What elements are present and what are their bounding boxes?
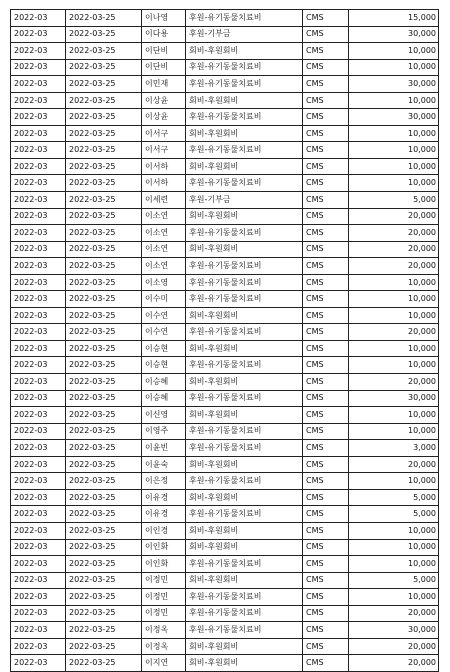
name-cell: 이상윤: [142, 92, 186, 109]
name-cell: 이소연: [142, 241, 186, 258]
month-cell: 2022-03: [11, 92, 66, 109]
table-row: [11, 208, 439, 225]
amount-cell: 10,000: [349, 59, 439, 76]
table-row: [11, 489, 439, 506]
category-cell: 회비-후원회비: [186, 489, 303, 506]
payment-method-cell: CMS: [303, 192, 349, 209]
date-cell: 2022-03-25: [66, 572, 142, 589]
amount-cell: 30,000: [349, 76, 439, 93]
month-cell: 2022-03: [11, 241, 66, 258]
payment-method-cell: CMS: [303, 125, 349, 142]
amount-cell: 20,000: [349, 225, 439, 242]
month-cell: 2022-03: [11, 489, 66, 506]
category-cell: 회비-후원회비: [186, 125, 303, 142]
amount-cell: 20,000: [349, 605, 439, 622]
payment-method-cell: CMS: [303, 506, 349, 523]
table-row: [11, 125, 439, 142]
amount-cell: 10,000: [349, 473, 439, 490]
category-cell: 후원-유기동물치료비: [186, 324, 303, 341]
month-cell: 2022-03: [11, 274, 66, 291]
payment-method-cell: CMS: [303, 522, 349, 539]
category-cell: 후원-유기동물치료비: [186, 76, 303, 93]
amount-cell: 10,000: [349, 175, 439, 192]
category-cell: 후원-유기동물치료비: [186, 556, 303, 573]
category-cell: 회비-후원회비: [186, 43, 303, 60]
table-row: [11, 26, 439, 43]
category-cell: 후원-유기동물치료비: [186, 258, 303, 275]
payment-method-cell: CMS: [303, 407, 349, 424]
table-row: [11, 192, 439, 209]
table-row: [11, 440, 439, 457]
name-cell: 이윤빈: [142, 440, 186, 457]
table-row: [11, 43, 439, 60]
date-cell: 2022-03-25: [66, 556, 142, 573]
table-row: [11, 291, 439, 308]
name-cell: 이세련: [142, 192, 186, 209]
date-cell: 2022-03-25: [66, 10, 142, 27]
table-row: [11, 556, 439, 573]
month-cell: 2022-03: [11, 407, 66, 424]
payment-method-cell: CMS: [303, 175, 349, 192]
payment-method-cell: CMS: [303, 539, 349, 556]
name-cell: 이인화: [142, 539, 186, 556]
payment-method-cell: CMS: [303, 374, 349, 391]
name-cell: 이정옥: [142, 622, 186, 639]
amount-cell: 5,000: [349, 192, 439, 209]
payment-method-cell: CMS: [303, 572, 349, 589]
month-cell: 2022-03: [11, 225, 66, 242]
name-cell: 이승현: [142, 340, 186, 357]
amount-cell: 20,000: [349, 655, 439, 672]
name-cell: 이소연: [142, 258, 186, 275]
month-cell: 2022-03: [11, 10, 66, 27]
category-cell: 회비-후원회비: [186, 208, 303, 225]
category-cell: 후원-유기동물치료비: [186, 622, 303, 639]
name-cell: 이다용: [142, 26, 186, 43]
table-row: [11, 225, 439, 242]
amount-cell: 20,000: [349, 374, 439, 391]
month-cell: 2022-03: [11, 605, 66, 622]
month-cell: 2022-03: [11, 440, 66, 457]
date-cell: 2022-03-25: [66, 225, 142, 242]
amount-cell: 5,000: [349, 489, 439, 506]
month-cell: 2022-03: [11, 208, 66, 225]
date-cell: 2022-03-25: [66, 456, 142, 473]
month-cell: 2022-03: [11, 589, 66, 606]
name-cell: 이수미: [142, 291, 186, 308]
table-row: [11, 506, 439, 523]
category-cell: 후원-유기동물치료비: [186, 109, 303, 126]
amount-cell: 10,000: [349, 307, 439, 324]
date-cell: 2022-03-25: [66, 26, 142, 43]
month-cell: 2022-03: [11, 374, 66, 391]
payment-method-cell: CMS: [303, 324, 349, 341]
month-cell: 2022-03: [11, 423, 66, 440]
amount-cell: 20,000: [349, 208, 439, 225]
date-cell: 2022-03-25: [66, 539, 142, 556]
payment-method-cell: CMS: [303, 357, 349, 374]
category-cell: 후원-유기동물치료비: [186, 473, 303, 490]
date-cell: 2022-03-25: [66, 192, 142, 209]
table-row: [11, 175, 439, 192]
amount-cell: 10,000: [349, 274, 439, 291]
name-cell: 이소연: [142, 208, 186, 225]
name-cell: 이인화: [142, 556, 186, 573]
payment-method-cell: CMS: [303, 92, 349, 109]
name-cell: 이신영: [142, 407, 186, 424]
category-cell: 후원-기부금: [186, 192, 303, 209]
category-cell: 회비-후원회비: [186, 374, 303, 391]
name-cell: 이소영: [142, 274, 186, 291]
table-row: [11, 473, 439, 490]
amount-cell: 20,000: [349, 241, 439, 258]
table-row: [11, 109, 439, 126]
category-cell: 후원-유기동물치료비: [186, 423, 303, 440]
amount-cell: 10,000: [349, 125, 439, 142]
table-row: [11, 142, 439, 159]
name-cell: 이인경: [142, 522, 186, 539]
category-cell: 회비-후원회비: [186, 241, 303, 258]
payment-method-cell: CMS: [303, 241, 349, 258]
category-cell: 후원-유기동물치료비: [186, 274, 303, 291]
date-cell: 2022-03-25: [66, 589, 142, 606]
month-cell: 2022-03: [11, 142, 66, 159]
name-cell: 이유경: [142, 489, 186, 506]
amount-cell: 20,000: [349, 456, 439, 473]
table-row: [11, 655, 439, 672]
payment-method-cell: CMS: [303, 589, 349, 606]
payment-method-cell: CMS: [303, 440, 349, 457]
payment-method-cell: CMS: [303, 291, 349, 308]
ledger-body: [11, 10, 439, 672]
amount-cell: 10,000: [349, 423, 439, 440]
table-row: [11, 258, 439, 275]
name-cell: 이정옥: [142, 638, 186, 655]
name-cell: 이유경: [142, 506, 186, 523]
name-cell: 이승혜: [142, 374, 186, 391]
date-cell: 2022-03-25: [66, 655, 142, 672]
name-cell: 이승현: [142, 357, 186, 374]
month-cell: 2022-03: [11, 43, 66, 60]
name-cell: 이상윤: [142, 109, 186, 126]
name-cell: 이지연: [142, 655, 186, 672]
date-cell: 2022-03-25: [66, 506, 142, 523]
category-cell: 회비-후원회비: [186, 539, 303, 556]
date-cell: 2022-03-25: [66, 43, 142, 60]
table-row: [11, 605, 439, 622]
month-cell: 2022-03: [11, 638, 66, 655]
payment-method-cell: CMS: [303, 489, 349, 506]
name-cell: 이서구: [142, 142, 186, 159]
table-row: [11, 539, 439, 556]
name-cell: 이은정: [142, 473, 186, 490]
name-cell: 이정민: [142, 605, 186, 622]
name-cell: 이수연: [142, 324, 186, 341]
table-row: [11, 374, 439, 391]
name-cell: 이윤숙: [142, 456, 186, 473]
payment-method-cell: CMS: [303, 638, 349, 655]
category-cell: 후원-유기동물치료비: [186, 390, 303, 407]
amount-cell: 5,000: [349, 572, 439, 589]
category-cell: 후원-유기동물치료비: [186, 357, 303, 374]
category-cell: 회비-후원회비: [186, 158, 303, 175]
date-cell: 2022-03-25: [66, 76, 142, 93]
payment-method-cell: CMS: [303, 258, 349, 275]
payment-method-cell: CMS: [303, 59, 349, 76]
amount-cell: 20,000: [349, 324, 439, 341]
payment-method-cell: CMS: [303, 340, 349, 357]
amount-cell: 10,000: [349, 43, 439, 60]
month-cell: 2022-03: [11, 158, 66, 175]
amount-cell: 10,000: [349, 589, 439, 606]
name-cell: 이정민: [142, 572, 186, 589]
date-cell: 2022-03-25: [66, 357, 142, 374]
name-cell: 이나영: [142, 10, 186, 27]
month-cell: 2022-03: [11, 258, 66, 275]
date-cell: 2022-03-25: [66, 59, 142, 76]
category-cell: 회비-후원회비: [186, 638, 303, 655]
payment-method-cell: CMS: [303, 456, 349, 473]
table-row: [11, 622, 439, 639]
amount-cell: 5,000: [349, 506, 439, 523]
month-cell: 2022-03: [11, 340, 66, 357]
name-cell: 이영주: [142, 423, 186, 440]
category-cell: 후원-유기동물치료비: [186, 589, 303, 606]
amount-cell: 30,000: [349, 390, 439, 407]
payment-method-cell: CMS: [303, 142, 349, 159]
date-cell: 2022-03-25: [66, 274, 142, 291]
amount-cell: 10,000: [349, 158, 439, 175]
amount-cell: 20,000: [349, 638, 439, 655]
month-cell: 2022-03: [11, 390, 66, 407]
payment-method-cell: CMS: [303, 43, 349, 60]
name-cell: 이단비: [142, 43, 186, 60]
month-cell: 2022-03: [11, 307, 66, 324]
month-cell: 2022-03: [11, 572, 66, 589]
category-cell: 후원-유기동물치료비: [186, 225, 303, 242]
date-cell: 2022-03-25: [66, 158, 142, 175]
date-cell: 2022-03-25: [66, 142, 142, 159]
category-cell: 후원-유기동물치료비: [186, 440, 303, 457]
name-cell: 이승혜: [142, 390, 186, 407]
date-cell: 2022-03-25: [66, 175, 142, 192]
date-cell: 2022-03-25: [66, 324, 142, 341]
date-cell: 2022-03-25: [66, 125, 142, 142]
date-cell: 2022-03-25: [66, 440, 142, 457]
date-cell: 2022-03-25: [66, 522, 142, 539]
ledger-table: [10, 9, 439, 672]
amount-cell: 10,000: [349, 556, 439, 573]
amount-cell: 10,000: [349, 522, 439, 539]
date-cell: 2022-03-25: [66, 622, 142, 639]
table-row: [11, 241, 439, 258]
table-row: [11, 307, 439, 324]
table-row: [11, 357, 439, 374]
month-cell: 2022-03: [11, 324, 66, 341]
payment-method-cell: CMS: [303, 622, 349, 639]
table-row: [11, 274, 439, 291]
name-cell: 이소연: [142, 225, 186, 242]
payment-method-cell: CMS: [303, 158, 349, 175]
category-cell: 후원-유기동물치료비: [186, 605, 303, 622]
date-cell: 2022-03-25: [66, 291, 142, 308]
month-cell: 2022-03: [11, 192, 66, 209]
date-cell: 2022-03-25: [66, 407, 142, 424]
date-cell: 2022-03-25: [66, 489, 142, 506]
table-row: [11, 522, 439, 539]
month-cell: 2022-03: [11, 522, 66, 539]
category-cell: 후원-유기동물치료비: [186, 291, 303, 308]
amount-cell: 10,000: [349, 291, 439, 308]
table-row: [11, 59, 439, 76]
month-cell: 2022-03: [11, 291, 66, 308]
category-cell: 회비-후원회비: [186, 572, 303, 589]
payment-method-cell: CMS: [303, 274, 349, 291]
month-cell: 2022-03: [11, 357, 66, 374]
date-cell: 2022-03-25: [66, 340, 142, 357]
amount-cell: 3,000: [349, 440, 439, 457]
month-cell: 2022-03: [11, 175, 66, 192]
name-cell: 이수연: [142, 307, 186, 324]
table-row: [11, 638, 439, 655]
amount-cell: 30,000: [349, 622, 439, 639]
month-cell: 2022-03: [11, 622, 66, 639]
table-row: [11, 407, 439, 424]
month-cell: 2022-03: [11, 26, 66, 43]
date-cell: 2022-03-25: [66, 307, 142, 324]
date-cell: 2022-03-25: [66, 638, 142, 655]
date-cell: 2022-03-25: [66, 241, 142, 258]
table-row: [11, 158, 439, 175]
table-row: [11, 423, 439, 440]
table-row: [11, 10, 439, 27]
amount-cell: 10,000: [349, 357, 439, 374]
category-cell: 후원-유기동물치료비: [186, 175, 303, 192]
category-cell: 후원-유기동물치료비: [186, 10, 303, 27]
payment-method-cell: CMS: [303, 10, 349, 27]
payment-method-cell: CMS: [303, 556, 349, 573]
table-row: [11, 572, 439, 589]
payment-method-cell: CMS: [303, 307, 349, 324]
amount-cell: 30,000: [349, 26, 439, 43]
name-cell: 이민재: [142, 76, 186, 93]
table-row: [11, 390, 439, 407]
category-cell: 회비-후원회비: [186, 307, 303, 324]
category-cell: 후원-유기동물치료비: [186, 59, 303, 76]
date-cell: 2022-03-25: [66, 109, 142, 126]
payment-method-cell: CMS: [303, 76, 349, 93]
table-row: [11, 589, 439, 606]
payment-method-cell: CMS: [303, 655, 349, 672]
name-cell: 이서하: [142, 158, 186, 175]
date-cell: 2022-03-25: [66, 390, 142, 407]
month-cell: 2022-03: [11, 556, 66, 573]
payment-method-cell: CMS: [303, 225, 349, 242]
amount-cell: 10,000: [349, 340, 439, 357]
month-cell: 2022-03: [11, 655, 66, 672]
table-row: [11, 456, 439, 473]
date-cell: 2022-03-25: [66, 258, 142, 275]
date-cell: 2022-03-25: [66, 92, 142, 109]
payment-method-cell: CMS: [303, 109, 349, 126]
category-cell: 회비-후원회비: [186, 92, 303, 109]
name-cell: 이단비: [142, 59, 186, 76]
amount-cell: 10,000: [349, 539, 439, 556]
month-cell: 2022-03: [11, 456, 66, 473]
month-cell: 2022-03: [11, 109, 66, 126]
payment-method-cell: CMS: [303, 390, 349, 407]
category-cell: 회비-후원회비: [186, 407, 303, 424]
date-cell: 2022-03-25: [66, 605, 142, 622]
table-row: [11, 76, 439, 93]
month-cell: 2022-03: [11, 125, 66, 142]
month-cell: 2022-03: [11, 473, 66, 490]
table-row: [11, 92, 439, 109]
category-cell: 후원-유기동물치료비: [186, 506, 303, 523]
date-cell: 2022-03-25: [66, 208, 142, 225]
category-cell: 후원-유기동물치료비: [186, 142, 303, 159]
category-cell: 회비-후원회비: [186, 340, 303, 357]
month-cell: 2022-03: [11, 539, 66, 556]
table-row: [11, 324, 439, 341]
amount-cell: 10,000: [349, 92, 439, 109]
category-cell: 회비-후원회비: [186, 522, 303, 539]
amount-cell: 30,000: [349, 109, 439, 126]
date-cell: 2022-03-25: [66, 473, 142, 490]
payment-method-cell: CMS: [303, 473, 349, 490]
name-cell: 이서구: [142, 125, 186, 142]
category-cell: 회비-후원회비: [186, 456, 303, 473]
amount-cell: 10,000: [349, 407, 439, 424]
month-cell: 2022-03: [11, 76, 66, 93]
date-cell: 2022-03-25: [66, 374, 142, 391]
amount-cell: 15,000: [349, 10, 439, 27]
payment-method-cell: CMS: [303, 605, 349, 622]
month-cell: 2022-03: [11, 59, 66, 76]
name-cell: 이서하: [142, 175, 186, 192]
payment-method-cell: CMS: [303, 26, 349, 43]
category-cell: 후원-기부금: [186, 26, 303, 43]
category-cell: 회비-후원회비: [186, 655, 303, 672]
amount-cell: 20,000: [349, 258, 439, 275]
table-row: [11, 340, 439, 357]
date-cell: 2022-03-25: [66, 423, 142, 440]
name-cell: 이정민: [142, 589, 186, 606]
payment-method-cell: CMS: [303, 423, 349, 440]
month-cell: 2022-03: [11, 506, 66, 523]
amount-cell: 10,000: [349, 142, 439, 159]
payment-method-cell: CMS: [303, 208, 349, 225]
